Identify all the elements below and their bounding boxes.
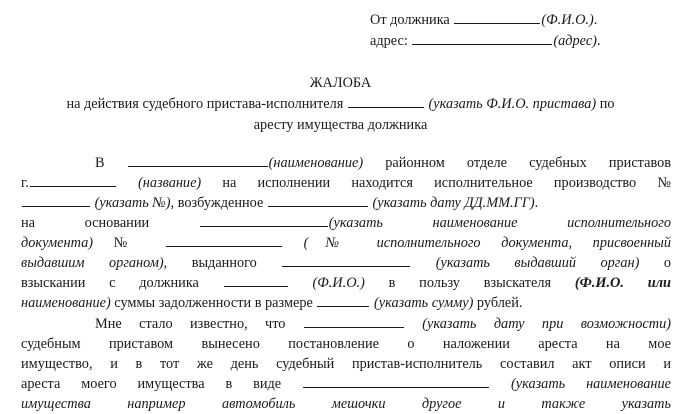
header-from-line: От должника (Ф.И.О.).	[370, 12, 598, 28]
body-line-13-cut: имущества например автомобиль мешочки другое и также указать	[21, 396, 671, 412]
address-label: адрес:	[370, 33, 408, 49]
title-subline-1: на действия судебного пристава-исполнителя (указать Ф.И.О. пристава) по	[66, 96, 615, 112]
address-hint: (адрес)	[553, 33, 597, 49]
body-line-10: судебным приставом вынесено постановление о наложении ареста на мое	[21, 336, 671, 352]
body-line-12: ареста моего имущества в виде (указать наименование	[21, 376, 672, 392]
bailiff-name-blank	[348, 95, 424, 108]
body-line-7: взыскании с должника (Ф.И.О.) в пользу взыскателя (Ф.И.О. или	[21, 275, 671, 291]
body-line-4: на основании (указать наименование исполнительного	[21, 215, 672, 231]
body-line-9: Мне стало известно, что (указать дату при возможности)	[95, 316, 671, 332]
address-blank	[412, 32, 552, 45]
from-hint: (Ф.И.О.)	[541, 12, 594, 28]
document-title: ЖАЛОБА	[309, 75, 372, 91]
title-subline-2: аресту имущества должника	[253, 117, 428, 133]
body-line-3: (указать №), возбужденное (указать дату ДД.ММ.ГГ).	[21, 193, 538, 213]
body-line-5: документа) № (№ исполнительного документа, присвоенный	[21, 235, 671, 251]
from-blank	[454, 11, 540, 24]
header-address-line: адрес: (адрес).	[370, 33, 601, 49]
from-label: От должника	[370, 12, 450, 28]
body-line-2: г. (название) на исполнении находится исполнительное производство №	[21, 175, 672, 191]
body-line-11: имущество, и в тот же день судебный пристав-исполнитель составил акт описи и	[21, 356, 671, 372]
body-line-6: выдавшим органом), выданного (указать выдавший орган) о	[21, 255, 672, 271]
body-line-8: наименование) суммы задолженности в размере (указать сумму) рублей.	[21, 295, 523, 311]
body-line-1: В (наименование) районном отделе судебных приставов	[95, 155, 671, 171]
